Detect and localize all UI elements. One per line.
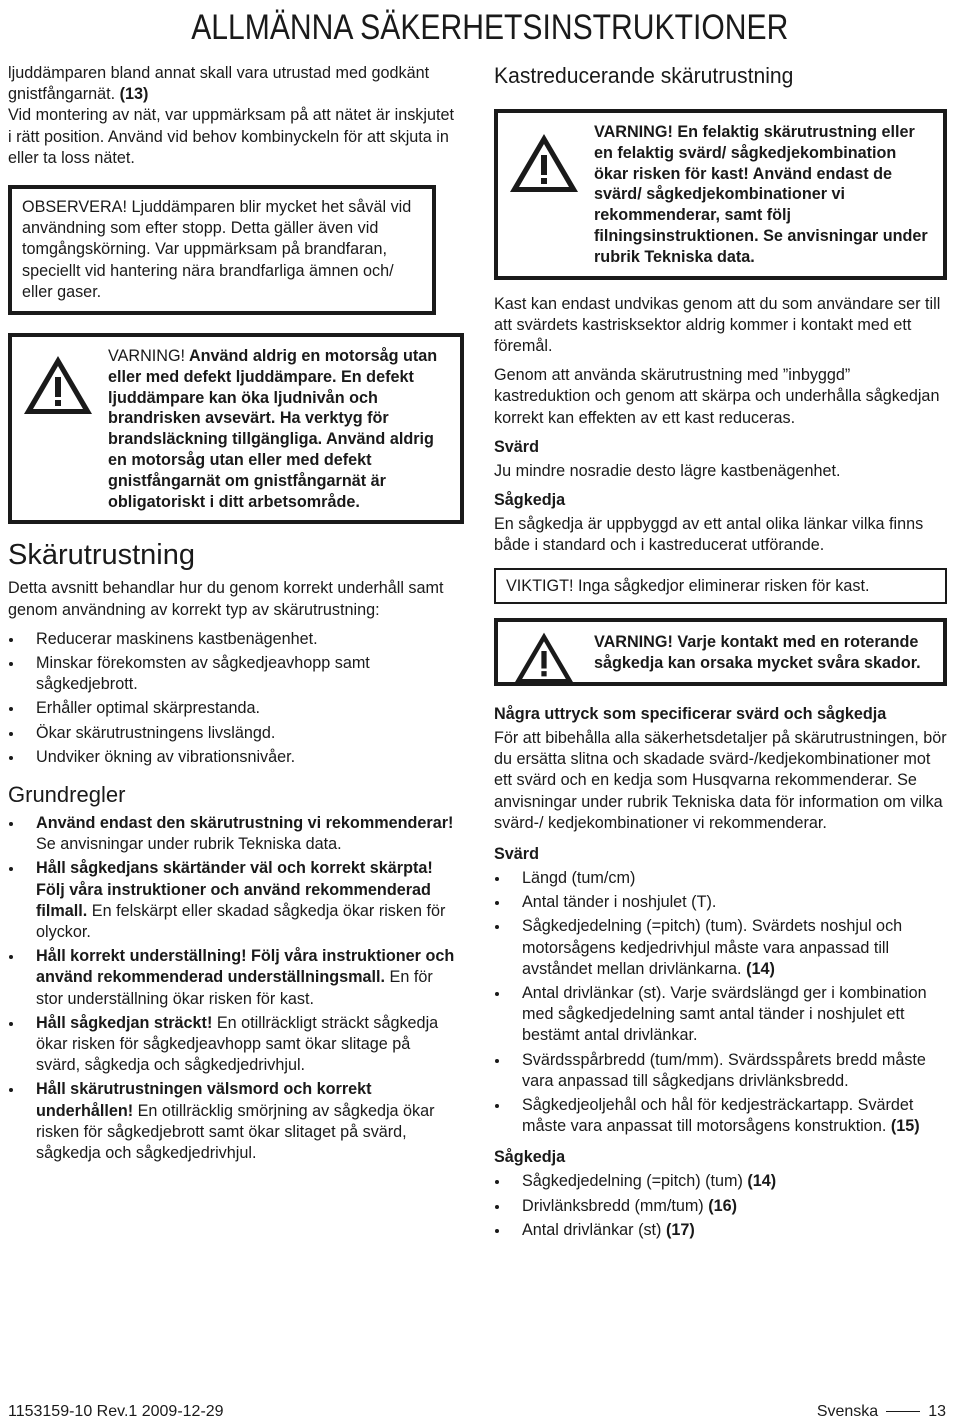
- footer-divider: [886, 1411, 920, 1412]
- paragraph-svard: Ju mindre nosradie desto lägre kastbenägenhet.: [494, 461, 841, 480]
- left-column: [8, 63, 456, 1167]
- important-box: VIKTIGT! Inga sågkedjor eliminerar risken för kast.: [494, 568, 947, 604]
- list-item: Antal drivlänkar (st) (17): [494, 1220, 947, 1241]
- rules-list: [8, 813, 456, 1164]
- figure-ref: (15): [890, 1117, 920, 1136]
- section-intro: Detta avsnitt behandlar hur du genom korrekt underhåll samt genom användning av korrekt typ av skärutrustning:: [8, 579, 444, 619]
- list-item: Erhåller optimal skärprestanda.: [8, 698, 456, 719]
- intro-paragraph-2: Vid montering av nät, var uppmärksam på att nätet är inskjutet i rätt position. Använd vid behov kombinyckeln för att skjuta in eller ta loss nätet.: [8, 106, 454, 167]
- list-item: Ökar skärutrustningens livslängd.: [8, 723, 456, 744]
- footer-doc-id: 1153159-10 Rev.1 2009-12-29: [8, 1403, 224, 1420]
- list-item: Antal drivlänkar (st). Varje svärdslängd ger i kombination med sågkedjedelning samt antal tänder i noshjulet ett bestämt antal drivlänkar.: [494, 983, 947, 1047]
- section-title-kastreducerande: Kastreducerande skärutrustning: [494, 63, 794, 88]
- footer-language: Svenska: [816, 1403, 879, 1420]
- list-item: Längd (tum/cm): [494, 868, 947, 889]
- sagkedja-spec-list: [494, 1171, 947, 1241]
- warning-text: VARNING! Använd aldrig en motorsåg utan eller med defekt ljuddämpare. En defekt ljuddämpare kan öka ljudnivån och brandrisken avsevärt. Ha verktyg för brandsläckning tillgängliga. Använd aldrig en motorsåg utan eller med defekt gnistfångarnät om gnistfångarnät är obligatoriskt i ditt arbetsområde.: [108, 347, 438, 511]
- subheading-spec: Några uttryck som specificerar svärd och sågkedja: [494, 705, 887, 723]
- benefits-list: [8, 629, 456, 768]
- intro-paragraph-1: ljuddämparen bland annat skall vara utrustad med godkänt gnistfångarnät. (13): [8, 64, 430, 104]
- subheading-sagkedja: Sågkedja: [494, 491, 566, 509]
- list-item: Håll sågkedjans skärtänder väl och korrekt skärpta! Följ våra instruktioner och använd rekommenderad filmall. En felskärpt eller skadad sågkedja ökar risken för olyckor.: [8, 858, 456, 943]
- list-item: Antal tänder i noshjulet (T).: [494, 892, 947, 913]
- figure-ref: (13): [119, 85, 149, 104]
- warning-text: VARNING! En felaktig skärutrustning eller en felaktig svärd/ sågkedjekombination ökar risken för kast! Använd endast de svärd/ sågkedjekombinationer vi rekommenderar, samt följ filningsinstruktionen. Se anvisningar under rubrik Tekniska data.: [594, 123, 928, 266]
- paragraph-inbyggd: Genom att använda skärutrustning med ”inbyggd” kastreduktion och genom att skärpa och underhålla sågkedjan korrekt kan effekten av ett kast reduceras.: [494, 366, 940, 427]
- list-item: Håll sågkedjan sträckt! En otillräckligt sträckt sågkedja ökar risken för sågkedjeavhopp samt ökar slitage på svärd, sågkedja och sågkedjedrivhjul.: [8, 1013, 456, 1077]
- right-column: [494, 63, 947, 1244]
- list-item: Håll korrekt underställning! Följ våra instruktioner och använd rekommenderad underställningsmall. En för stor underställning ökar risken för kast.: [8, 946, 456, 1010]
- footer-page-info: [817, 1403, 946, 1421]
- paragraph-spec: För att bibehålla alla säkerhetsdetaljer på skärutrustningen, bör du ersätta slitna och skadade svärd-/kedjekombinationer mot ett svärd och en kedja som Husqvarna rekommenderar. Se anvisningar under rubrik Tekniska data för information om vilka svärd-/ kedjekombinationer vi rekommenderar.: [494, 729, 947, 832]
- paragraph-sagkedja: En sågkedja är uppbyggd av ett antal olika länkar vilka finns både i standard och i kastreducerat utförande.: [494, 515, 924, 555]
- figure-ref: (17): [665, 1220, 695, 1239]
- section-title-grundregler: Grundregler: [8, 782, 126, 808]
- paragraph-kast: Kast kan endast undvikas genom att du som användare ser till att svärdets kastrisksektor aldrig kommer i kontakt med ett föremål.: [494, 294, 941, 355]
- warning-triangle-icon: [508, 630, 580, 686]
- list-item: Svärdsspårbredd (tum/mm). Svärdsspårets bredd måste vara anpassad till sågkedjans drivlänksbredd.: [494, 1050, 947, 1092]
- warning-box-chain-contact: [494, 618, 947, 686]
- warning-box-muffler: [8, 333, 464, 524]
- figure-ref: (16): [708, 1196, 737, 1215]
- list-item: Minskar förekomsten av sågkedjeavhopp samt sågkedjebrott.: [8, 653, 456, 695]
- warning-text: VARNING! Varje kontakt med en roterande sågkedja kan orsaka mycket svåra skador.: [594, 633, 921, 673]
- footer-page-number: 13: [928, 1403, 946, 1420]
- list-item: Sågkedjeoljehål och hål för kedjesträckartapp. Svärdet måste vara anpassat till motorsågens konstruktion. (15): [494, 1095, 947, 1137]
- subheading-svard-2: Svärd: [494, 845, 539, 864]
- list-item: Reducerar maskinens kastbenägenhet.: [8, 629, 456, 650]
- warning-triangle-icon: [22, 353, 94, 417]
- list-item: Håll skärutrustningen välsmord och korrekt underhållen! En otillräcklig smörjning av sågkedja ökar risken för sågkedjebrott samt ökar slitaget på svärd, sågkedja och sågkedjedrivhjul.: [8, 1079, 456, 1164]
- list-item: Sågkedjedelning (=pitch) (tum). Svärdets noshjul och motorsågens kedjedrivhjul måste vara anpassad till avståndet mellan drivlänkarna. (14): [494, 916, 947, 980]
- list-item: Undviker ökning av vibrationsnivåer.: [8, 747, 456, 768]
- list-item: Sågkedjedelning (=pitch) (tum) (14): [494, 1171, 947, 1192]
- list-item: Använd endast den skärutrustning vi rekommenderar! Se anvisningar under rubrik Tekniska data.: [8, 813, 456, 855]
- subheading-sagkedja-2: Sågkedja: [494, 1148, 566, 1167]
- figure-ref: (14): [747, 1172, 777, 1191]
- svard-spec-list: [494, 868, 947, 1137]
- subheading-svard: Svärd: [494, 437, 539, 456]
- warning-triangle-icon: [508, 131, 580, 195]
- warning-box-kickback: [494, 109, 947, 280]
- page-header-title: ALLMÄNNA SÄKERHETSINSTRUKTIONER: [190, 8, 788, 47]
- list-item: Drivlänksbredd (mm/tum) (16): [494, 1196, 947, 1217]
- note-box-observera: [8, 185, 436, 315]
- section-title-skarutrustning: Skärutrustning: [8, 539, 195, 572]
- figure-ref: (14): [746, 959, 775, 978]
- note-text: OBSERVERA! Ljuddämparen blir mycket het såväl vid användning som efter stopp. Detta gäller även vid tomgångskörning. Var uppmärksam på brandfaran, speciellt vid hantering nära brandfarliga ämnen och/ eller gaser.: [22, 198, 412, 301]
